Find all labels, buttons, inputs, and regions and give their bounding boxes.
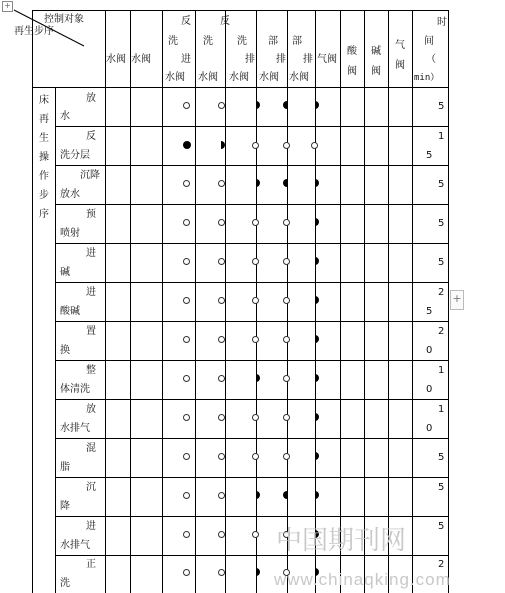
col-header-5-l2: 洗 — [237, 36, 247, 47]
valve-half-icon — [315, 218, 319, 226]
step-label-2: 换 — [60, 345, 70, 356]
col-header-3-l2: 洗 — [168, 36, 178, 47]
col-header-2: 水阀 — [131, 54, 151, 65]
valve-closed-icon — [252, 258, 259, 265]
col-header-4-l4: 水阀 — [198, 72, 218, 83]
valve-closed-icon — [283, 219, 290, 226]
valve-open-icon — [183, 141, 191, 149]
valve-closed-icon — [218, 258, 225, 265]
valve-half-icon — [315, 413, 319, 421]
left-group-label — [34, 91, 54, 224]
valve-closed-icon — [183, 258, 190, 265]
col-header-time-l2: 间 — [424, 36, 434, 47]
valve-closed-icon — [252, 142, 259, 149]
step-label-2: 水 — [60, 111, 70, 122]
col-header-6-l3: 排 — [276, 54, 286, 65]
left-label-char: 再 — [39, 114, 49, 125]
watermark-cn: 中国期刊网 — [276, 526, 407, 556]
step-label-2: 水排气 — [60, 540, 90, 551]
time-value: 5 — [438, 179, 445, 190]
step-label-1: 预 — [86, 209, 96, 220]
valve-closed-icon — [283, 453, 290, 460]
step-label-1: 沉 — [86, 482, 96, 493]
valve-half-icon — [283, 179, 287, 187]
step-label-1: 放 — [86, 93, 96, 104]
valve-closed-icon — [252, 297, 259, 304]
time-value: 5 — [438, 257, 445, 268]
valve-half-icon — [315, 491, 319, 499]
valve-closed-icon — [183, 569, 190, 576]
time-value: 1 — [438, 365, 445, 376]
time-value: 1 — [438, 404, 445, 415]
valve-closed-icon — [218, 336, 225, 343]
col-header-time-l4: min） — [414, 73, 440, 83]
step-label-2: 降 — [60, 501, 70, 512]
time-value: 2 — [438, 326, 445, 337]
left-label-char: 作 — [39, 171, 49, 182]
col-header-3-l4: 水阀 — [165, 72, 185, 83]
watermark-url: www.chinaqking.com — [274, 570, 451, 589]
valve-half-icon — [283, 491, 287, 499]
step-label-2: 脂 — [60, 462, 70, 473]
time-value: 5 — [438, 482, 445, 493]
col-header-3-l3: 进 — [181, 54, 191, 65]
left-label-char: 序 — [39, 209, 49, 220]
step-label-1: 正 — [86, 559, 96, 570]
time-value: 2 — [438, 559, 445, 570]
valve-closed-icon — [183, 453, 190, 460]
left-label-char: 床 — [39, 95, 49, 106]
valve-closed-icon — [183, 492, 190, 499]
col-header-5-l4: 水阀 — [229, 72, 249, 83]
col-header-7-l2: 部 — [292, 36, 302, 47]
valve-closed-icon — [283, 297, 290, 304]
step-label-1: 置 — [86, 326, 96, 337]
valve-closed-icon — [283, 336, 290, 343]
valve-closed-icon — [283, 258, 290, 265]
step-label-1: 进 — [86, 248, 96, 259]
valve-half-icon — [315, 335, 319, 343]
col-header-9: 酸阀 — [347, 46, 357, 77]
time-value: 0 — [426, 384, 433, 395]
valve-closed-icon — [218, 375, 225, 382]
valve-half-icon — [283, 101, 287, 109]
valve-half-icon — [256, 568, 260, 576]
step-label-1: 进 — [86, 287, 96, 298]
valve-closed-icon — [218, 102, 225, 109]
time-value: 5 — [426, 150, 433, 161]
col-header-8: 气阀 — [317, 54, 337, 65]
valve-half-icon — [315, 257, 319, 265]
valve-half-icon — [315, 452, 319, 460]
valve-closed-icon — [183, 180, 190, 187]
col-header-time-l1: 时 — [437, 17, 447, 28]
valve-closed-icon — [183, 219, 190, 226]
time-value: 5 — [438, 521, 445, 532]
valve-closed-icon — [283, 414, 290, 421]
valve-closed-icon — [252, 453, 259, 460]
valve-closed-icon — [218, 453, 225, 460]
time-value: 0 — [426, 345, 433, 356]
corner-label-top: 控制对象 — [44, 14, 84, 25]
valve-half-icon — [315, 179, 319, 187]
valve-closed-icon — [283, 375, 290, 382]
valve-closed-icon — [183, 102, 190, 109]
col-header-3-l1: 反 — [181, 16, 191, 27]
valve-closed-icon — [218, 219, 225, 226]
time-value: 0 — [426, 423, 433, 434]
corner-label-bottom: 再生步序 — [14, 26, 54, 37]
valve-closed-icon — [218, 180, 225, 187]
valve-closed-icon — [283, 142, 290, 149]
col-header-7-l3: 排 — [303, 54, 313, 65]
valve-half-icon — [315, 101, 319, 109]
col-header-6-l2: 部 — [268, 36, 278, 47]
add-column-button[interactable]: + — [450, 290, 464, 310]
step-label-1: 放 — [86, 404, 96, 415]
col-header-4-l1: 反 — [220, 16, 230, 27]
valve-closed-icon — [183, 297, 190, 304]
valve-closed-icon — [183, 531, 190, 538]
valve-closed-icon — [218, 492, 225, 499]
valve-half-icon — [256, 101, 260, 109]
col-header-7-l4: 水阀 — [289, 72, 309, 83]
step-label-1: 沉降 — [80, 170, 100, 181]
col-header-5-l3: 排 — [245, 54, 255, 65]
time-value: 1 — [438, 131, 445, 142]
col-header-11: 气阀 — [395, 40, 405, 71]
valve-closed-icon — [218, 414, 225, 421]
step-label-2: 酸碱 — [60, 306, 80, 317]
valve-closed-icon — [183, 414, 190, 421]
valve-closed-icon — [183, 336, 190, 343]
step-label-2: 体清洗 — [60, 384, 90, 395]
left-label-char: 操 — [39, 152, 49, 163]
col-header-4-l2: 洗 — [203, 36, 213, 47]
valve-closed-icon — [183, 375, 190, 382]
left-label-char: 步 — [39, 190, 49, 201]
valve-closed-icon — [218, 569, 225, 576]
col-header-10: 碱阀 — [371, 46, 381, 77]
step-label-2: 水排气 — [60, 423, 90, 434]
col-header-1: 水阀 — [106, 54, 126, 65]
time-value: 5 — [426, 306, 433, 317]
valve-closed-icon — [252, 531, 259, 538]
valve-half-icon — [256, 374, 260, 382]
step-label-1: 反 — [86, 131, 96, 142]
valve-closed-icon — [218, 297, 225, 304]
step-label-2: 放水 — [60, 189, 80, 200]
valve-half-icon — [256, 491, 260, 499]
time-value: 2 — [438, 287, 445, 298]
valve-closed-icon — [311, 142, 318, 149]
valve-closed-icon — [252, 336, 259, 343]
time-value: 5 — [438, 101, 445, 112]
step-label-1: 混 — [86, 443, 96, 454]
step-label-1: 整 — [86, 365, 96, 376]
time-value: 5 — [438, 452, 445, 463]
col-header-time-l3: （ — [426, 54, 436, 65]
step-label-2: 碱 — [60, 267, 70, 278]
left-label-char: 生 — [39, 133, 49, 144]
step-label-2: 喷射 — [60, 228, 80, 239]
time-value: 5 — [438, 218, 445, 229]
valve-closed-icon — [218, 531, 225, 538]
table-anchor[interactable]: + — [2, 1, 13, 12]
valve-closed-icon — [252, 219, 259, 226]
step-label-2: 洗 — [60, 578, 70, 589]
valve-half-icon — [315, 296, 319, 304]
valve-closed-icon — [252, 414, 259, 421]
step-label-2: 洗分层 — [60, 150, 90, 161]
step-label-1: 进 — [86, 521, 96, 532]
col-header-6-l4: 水阀 — [259, 72, 279, 83]
valve-half-icon — [315, 374, 319, 382]
valve-half-icon — [256, 179, 260, 187]
